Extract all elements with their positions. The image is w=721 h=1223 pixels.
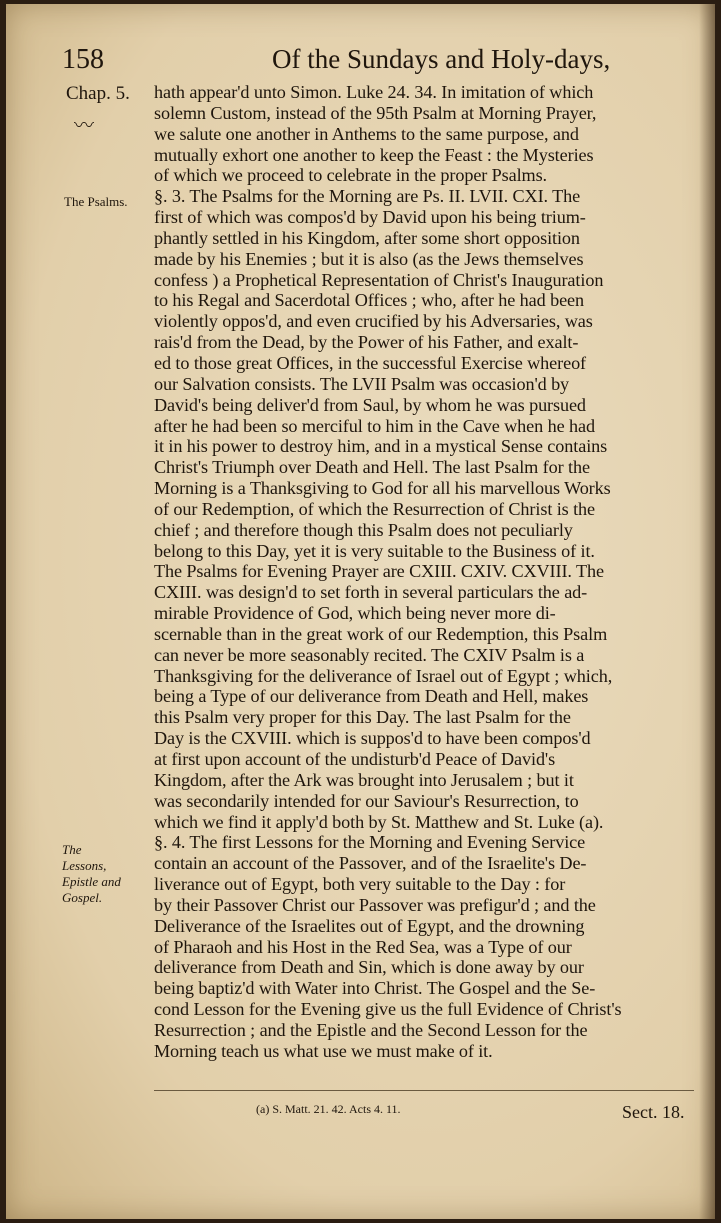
text-line: of Pharaoh and his Host in the Red Sea, was a Type of our (154, 936, 572, 957)
text-line: it in his power to destroy him, and in a mystical Sense contains (154, 436, 608, 457)
text-line: made by his Enemies ; but it is also (as the Jews themselves (154, 248, 584, 269)
text-line: Morning teach us what use we must make of it. (154, 1040, 493, 1061)
text-line: of which we proceed to celebrate in the proper Psalms. (154, 165, 547, 186)
text-line: Deliverance of the Israelites out of Egypt, and the drowning (154, 915, 585, 936)
text-line: this Psalm very proper for this Day. The last Psalm for the (154, 707, 571, 728)
text-line: can never be more seasonably recited. The CXIV Psalm is a (154, 644, 585, 665)
text-line: David's being deliver'd from Saul, by whom he was pursued (154, 394, 586, 415)
text-line: Morning is a Thanksgiving to God for all his marvellous Works (154, 478, 611, 499)
book-page (6, 4, 715, 1219)
text-line: rais'd from the Dead, by the Power of his Father, and exalt- (154, 332, 579, 353)
text-line: at first upon account of the undisturb'd Peace of David's (154, 749, 556, 769)
text-line: §. 3. The Psalms for the Morning are Ps. II. LVII. CXI. The (154, 186, 581, 207)
text-line: Thanksgiving for the deliverance of Israel out of Egypt ; which, (154, 665, 613, 686)
text-line: The Psalms for Evening Prayer are CXIII. CXIV. CXVIII. The (154, 561, 604, 582)
text-line: solemn Custom, instead of the 95th Psalm at Morning Prayer, (154, 102, 597, 123)
text-line: our Salvation consists. The LVII Psalm was occasion'd by (154, 373, 570, 394)
text-line: violently oppos'd, and even crucified by his Adversaries, was (154, 311, 593, 332)
ornament-flourish: 〰 (74, 115, 92, 137)
text-line: we salute one another in Anthems to the same purpose, and (154, 123, 579, 144)
text-line: of our Redemption, of which the Resurrection of Christ is the (154, 498, 596, 519)
text-line: phantly settled in his Kingdom, after some short opposition (154, 227, 580, 248)
text-line: cond Lesson for the Evening give us the full Evidence of Christ's (154, 999, 622, 1020)
text-line: chief ; and therefore though this Psalm does not peculiarly (154, 519, 573, 540)
text-line: ed to those great Offices, in the successful Exercise whereof (154, 352, 587, 373)
text-line: mirable Providence of God, which being never more di- (154, 603, 556, 624)
text-line: liverance out of Egypt, both very suitable to the Day : for (154, 874, 566, 895)
page-edge-shadow (699, 4, 715, 1219)
text-line: deliverance from Death and Sin, which is done away by our (154, 957, 584, 978)
text-line: Kingdom, after the Ark was brought into Jerusalem ; but it (154, 769, 574, 790)
text-line: which we find it apply'd both by St. Matthew and St. Luke (a). (154, 811, 604, 832)
page-number: 158 (62, 44, 104, 75)
catchword: Sect. 18. (622, 1102, 685, 1122)
text-line: Day is the CXVIII. which is suppos'd to have been compos'd (154, 728, 591, 749)
footnote-rule (154, 1090, 694, 1091)
text-line: contain an account of the Passover, and of the Israelite's De- (154, 853, 587, 874)
margin-lessons-note: The Lessons, Epistle and Gospel. (62, 842, 121, 905)
text-line: by their Passover Christ our Passover was prefigur'd ; and the (154, 894, 596, 915)
footnote: (a) S. Matt. 21. 42. Acts 4. 11. (256, 1102, 401, 1116)
text-line: belong to this Day, yet it is very suitable to the Business of it. (154, 540, 595, 561)
text-line: Christ's Triumph over Death and Hell. The last Psalm for the (154, 457, 590, 478)
text-line: was secondarily intended for our Saviour's Resurrection, to (154, 790, 579, 811)
body-text (154, 82, 700, 1062)
text-line: CXIII. was design'd to set forth in several particulars the ad- (154, 582, 588, 603)
text-line: mutually exhort one another to keep the Feast : the Mysteries (154, 144, 594, 165)
text-line: to his Regal and Sacerdotal Offices ; who, after he had been (154, 290, 585, 311)
running-title: Of the Sundays and Holy-days, (272, 44, 611, 74)
margin-chapter: Chap. 5. (66, 83, 130, 104)
running-header (62, 44, 662, 84)
text-line: being baptiz'd with Water into Christ. The Gospel and the Se- (154, 978, 596, 999)
text-line: being a Type of our deliverance from Death and Hell, makes (154, 686, 589, 707)
text-line: hath appear'd unto Simon. Luke 24. 34. In imitation of which (154, 82, 594, 102)
text-line: Resurrection ; and the Epistle and the Second Lesson for the (154, 1019, 588, 1040)
text-line: first of which was compos'd by David upon his being trium- (154, 207, 586, 228)
text-line: §. 4. The first Lessons for the Morning and Evening Service (154, 832, 586, 853)
text-line: after he had been so merciful to him in the Cave when he had (154, 415, 595, 436)
margin-psalms-note: The Psalms. (64, 194, 128, 209)
text-line: confess ) a Prophetical Representation of Christ's Inauguration (154, 269, 604, 290)
text-line: scernable than in the great work of our Redemption, this Psalm (154, 623, 608, 644)
